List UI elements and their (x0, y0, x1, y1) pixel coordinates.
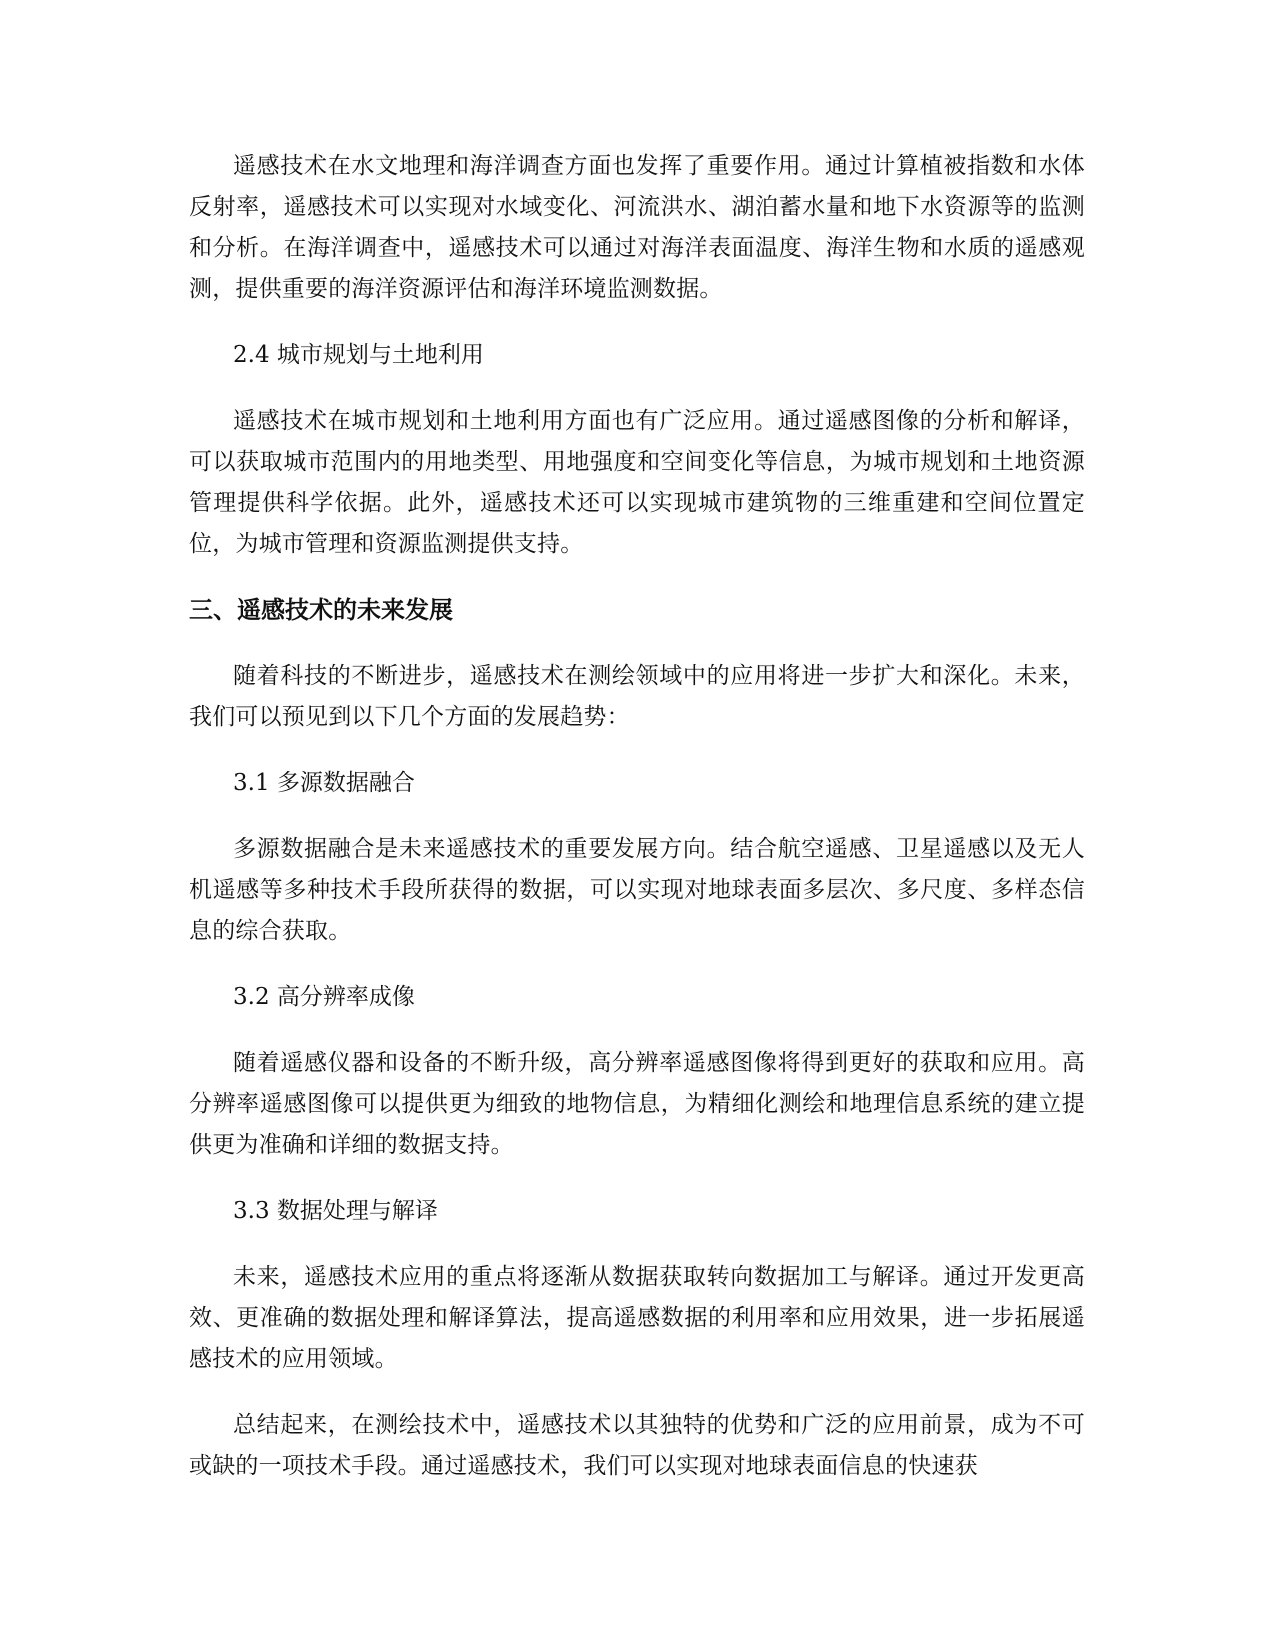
subheading-3-2: 3.2 高分辨率成像 (233, 984, 415, 1010)
paragraph-data-processing: 未来，遥感技术应用的重点将逐渐从数据获取转向数据加工与解译。通过开发更高效、更准确的数据处理和解译算法，提高遥感数据的利用率和应用效果，进一步拓展遥感技术的应用领域。 (189, 1264, 1085, 1372)
document-body (189, 146, 1085, 1487)
paragraph-future-intro: 随着科技的不断进步，遥感技术在测绘领域中的应用将进一步扩大和深化。未来，我们可以预见到以下几个方面的发展趋势： (189, 663, 1085, 730)
subheading-3-3: 3.3 数据处理与解译 (233, 1198, 438, 1224)
paragraph-high-resolution: 随着遥感仪器和设备的不断升级，高分辨率遥感图像将得到更好的获取和应用。高分辨率遥感图像可以提供更为细致的地物信息，为精细化测绘和地理信息系统的建立提供更为准确和详细的数据支持。 (189, 1050, 1085, 1158)
subheading-2-4: 2.4 城市规划与土地利用 (233, 342, 484, 368)
paragraph-urban-planning: 遥感技术在城市规划和土地利用方面也有广泛应用。通过遥感图像的分析和解译，可以获取城市范围内的用地类型、用地强度和空间变化等信息，为城市规划和土地资源管理提供科学依据。此外，遥感技术还可以实现城市建筑物的三维重建和空间位置定位，为城市管理和资源监测提供支持。 (189, 408, 1085, 557)
paragraph-data-fusion: 多源数据融合是未来遥感技术的重要发展方向。结合航空遥感、卫星遥感以及无人机遥感等多种技术手段所获得的数据，可以实现对地球表面多层次、多尺度、多样态信息的综合获取。 (189, 836, 1085, 944)
subheading-3-1: 3.1 多源数据融合 (233, 770, 415, 796)
paragraph-hydrology-ocean: 遥感技术在水文地理和海洋调查方面也发挥了重要作用。通过计算植被指数和水体反射率，遥感技术可以实现对水域变化、河流洪水、湖泊蓄水量和地下水资源等的监测和分析。在海洋调查中，遥感技术可以通过对海洋表面温度、海洋生物和水质的遥感观测，提供重要的海洋资源评估和海洋环境监测数据。 (189, 153, 1085, 302)
section-heading-3: 三、遥感技术的未来发展 (189, 596, 453, 624)
paragraph-summary: 总结起来，在测绘技术中，遥感技术以其独特的优势和广泛的应用前景，成为不可或缺的一项技术手段。通过遥感技术，我们可以实现对地球表面信息的快速获 (189, 1412, 1085, 1479)
